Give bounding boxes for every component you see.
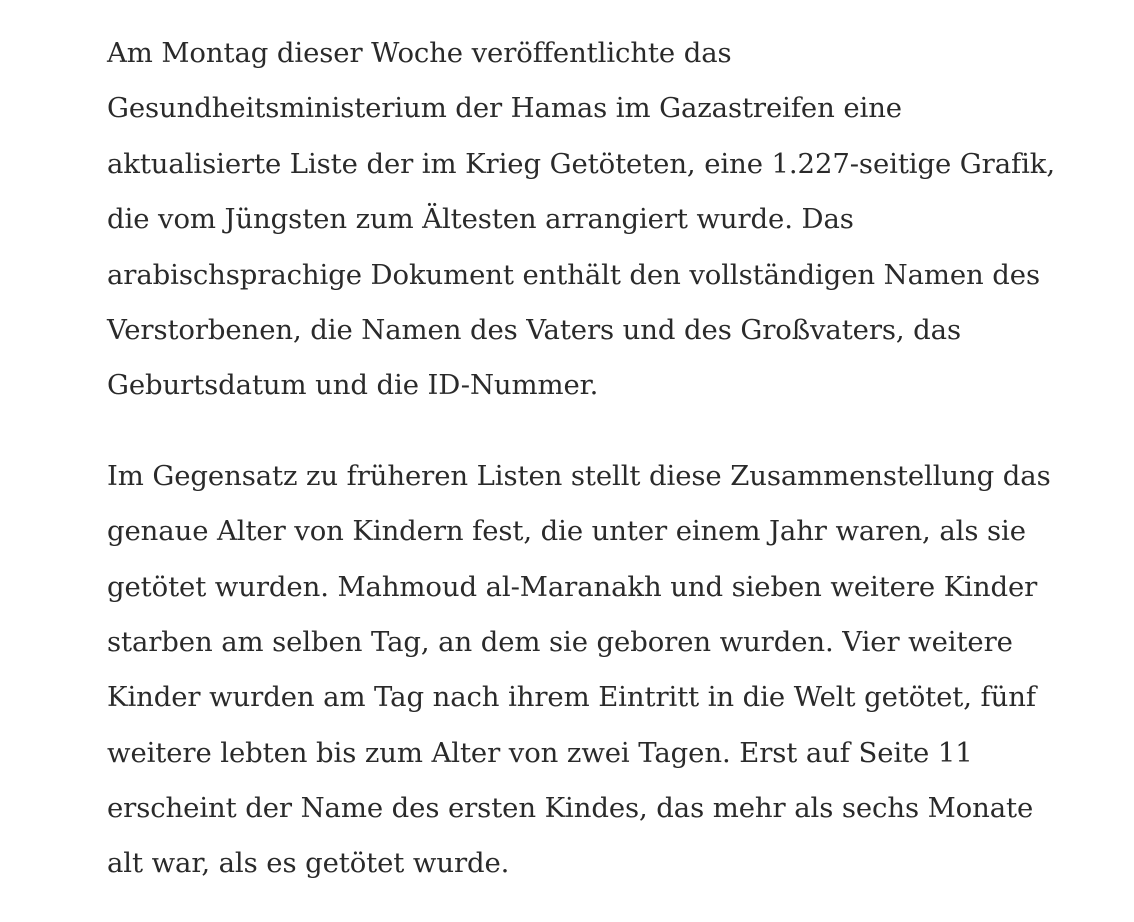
paragraph-line: arabischsprachige Dokument enthält den vollständigen Namen des (107, 258, 1040, 291)
paragraph-line: die vom Jüngsten zum Ältesten arrangiert wurde. Das (107, 203, 854, 236)
paragraph-2 (107, 453, 1087, 896)
paragraph-1 (107, 30, 1087, 418)
paragraph-line: alt war, als es getötet wurde. (107, 847, 510, 880)
paragraph-line: Kinder wurden am Tag nach ihrem Eintritt in die Welt getötet, fünf (107, 681, 1036, 714)
paragraph-line: genaue Alter von Kindern fest, die unter einem Jahr waren, als sie (107, 515, 1026, 548)
paragraph-line: erscheint der Name des ersten Kindes, das mehr als sechs Monate (107, 792, 1034, 825)
paragraph-line: weitere lebten bis zum Alter von zwei Tagen. Erst auf Seite 11 (107, 736, 973, 769)
paragraph-line: Im Gegensatz zu früheren Listen stellt diese Zusammenstellung das (107, 459, 1051, 492)
paragraph-line: aktualisierte Liste der im Krieg Getöteten, eine 1.227-seitige Grafik, (107, 147, 1055, 180)
paragraph-line: Gesundheitsministerium der Hamas im Gazastreifen eine (107, 92, 902, 125)
paragraph-line: Am Montag dieser Woche veröffentlichte das (107, 37, 732, 69)
paragraph-line: Verstorbenen, die Namen des Vaters und des Großvaters, das (107, 313, 961, 346)
paragraph-line: Geburtsdatum und die ID-Nummer. (107, 369, 599, 402)
paragraph-line: getötet wurden. Mahmoud al-Maranakh und sieben weitere Kinder (107, 570, 1038, 603)
article-body (107, 30, 1087, 896)
paragraph-line: starben am selben Tag, an dem sie geboren wurden. Vier weitere (107, 625, 1013, 658)
